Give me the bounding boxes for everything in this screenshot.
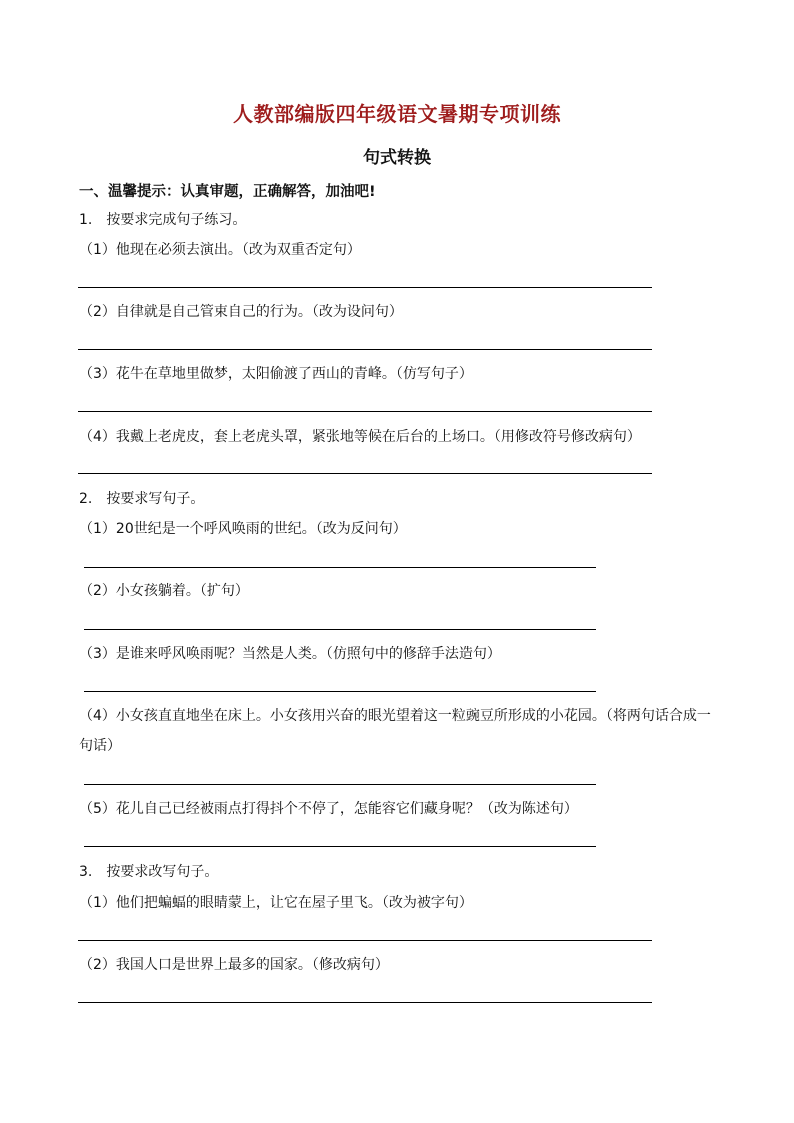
answer-line-1-1[interactable]: [78, 287, 652, 288]
page-subtitle: 句式转换: [363, 148, 431, 168]
answer-line-2-3[interactable]: [84, 691, 596, 692]
question-3-heading: 3. 按要求改写句子。: [79, 864, 219, 880]
section-heading: 一、温馨提示：认真审题，正确解答，加油吧!: [79, 184, 376, 200]
answer-line-1-3[interactable]: [78, 411, 652, 412]
question-2-item-3: （3）是谁来呼风唤雨呢？当然是人类。（仿照句中的修辞手法造句）: [79, 646, 501, 662]
answer-line-1-2[interactable]: [78, 349, 652, 350]
question-1-item-3: （3）花牛在草地里做梦，太阳偷渡了西山的青峰。（仿写句子）: [79, 366, 473, 382]
answer-line-2-5[interactable]: [84, 846, 596, 847]
page-title: 人教部编版四年级语文暑期专项训练: [233, 102, 561, 126]
question-1-item-2: （2）自律就是自己管束自己的行为。（改为设问句）: [79, 304, 403, 320]
question-2-item-1: （1）20世纪是一个呼风唤雨的世纪。（改为反问句）: [79, 521, 407, 537]
answer-line-2-2[interactable]: [84, 629, 596, 630]
question-2-heading: 2. 按要求写句子。: [79, 491, 205, 507]
question-2-item-5: （5）花儿自己已经被雨点打得抖个不停了，怎能容它们藏身呢？（改为陈述句）: [79, 801, 578, 817]
answer-line-3-1[interactable]: [78, 940, 652, 941]
answer-line-2-4[interactable]: [84, 784, 596, 785]
question-1-item-1: （1）他现在必须去演出。（改为双重否定句）: [79, 242, 361, 258]
answer-line-3-2[interactable]: [78, 1002, 652, 1003]
answer-line-2-1[interactable]: [84, 567, 596, 568]
answer-line-1-4[interactable]: [78, 473, 652, 474]
question-1-item-4: （4）我戴上老虎皮，套上老虎头罩，紧张地等候在后台的上场口。（用修改符号修改病句）: [79, 429, 641, 445]
question-1-heading: 1. 按要求完成句子练习。: [79, 212, 247, 228]
question-3-item-1: （1）他们把蝙蝠的眼睛蒙上，让它在屋子里飞。（改为被字句）: [79, 895, 473, 911]
question-2-item-4: （4）小女孩直直地坐在床上。小女孩用兴奋的眼光望着这一粒豌豆所形成的小花园。（将两句话合成一句话）: [79, 708, 711, 754]
question-3-item-2: （2）我国人口是世界上最多的国家。（修改病句）: [79, 957, 389, 973]
question-2-item-2: （2）小女孩躺着。（扩句）: [79, 583, 249, 599]
